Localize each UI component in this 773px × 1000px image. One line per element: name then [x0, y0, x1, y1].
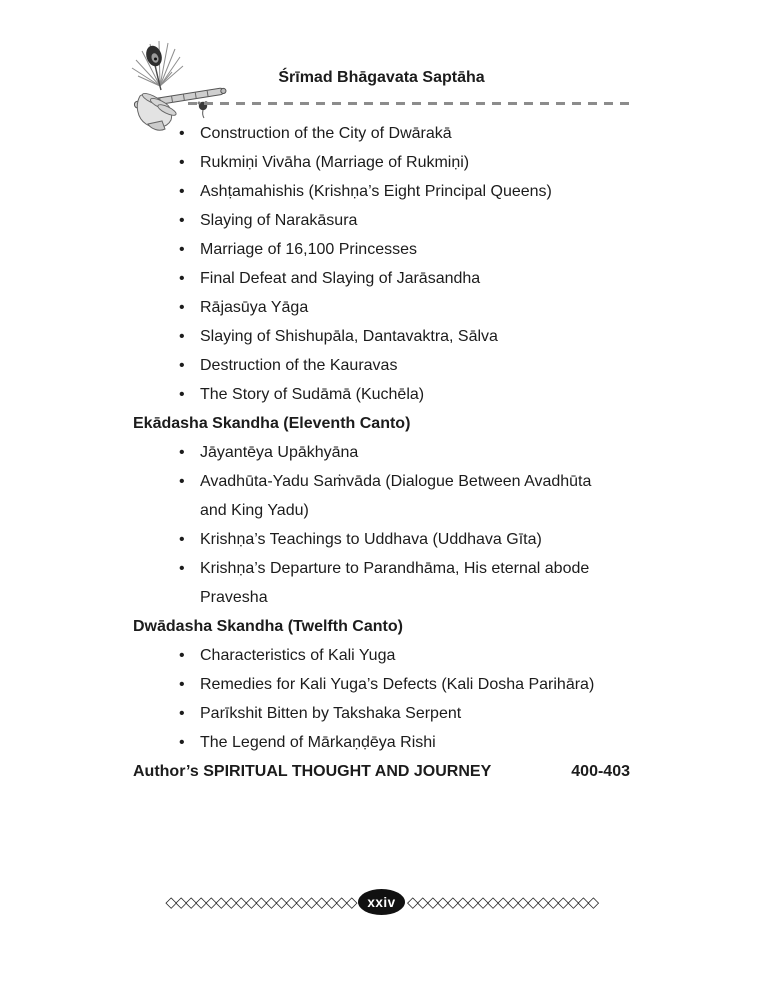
toc-item: • The Legend of Mārkaṇḍēya Rishi — [133, 728, 630, 757]
toc-item: • Jāyantēya Upākhyāna — [133, 438, 630, 467]
final-entry-pages: 400-403 — [571, 763, 630, 780]
toc-item: • Characteristics of Kali Yuga — [133, 641, 630, 670]
footer-ornament-right: ◇◇◇◇◇◇◇◇◇◇◇◇◇◇◇◇◇◇◇ — [407, 892, 598, 911]
footer-ornament-left: ◇◇◇◇◇◇◇◇◇◇◇◇◇◇◇◇◇◇◇ — [165, 892, 356, 911]
toc-item: • Parīkshit Bitten by Takshaka Serpent — [133, 699, 630, 728]
header-divider — [188, 102, 630, 105]
toc-item: • Slaying of Narakāsura — [133, 206, 630, 235]
final-entry-title: Author’s SPIRITUAL THOUGHT AND JOURNEY — [133, 763, 492, 780]
toc-final-entry — [133, 757, 630, 786]
toc-item: • Rājasūya Yāga — [133, 293, 630, 322]
toc-item: • Construction of the City of Dwārakā — [133, 119, 630, 148]
toc-item: • Ashṭamahishis (Krishṇa’s Eight Principal Queens) — [133, 177, 630, 206]
toc-item: • Avadhūta-Yadu Saṁvāda (Dialogue Between Avadhūta and King Yadu) — [133, 467, 630, 525]
toc-item: • Rukmiṇi Vivāha (Marriage of Rukmiṇi) — [133, 148, 630, 177]
page-number: xxiv — [367, 894, 396, 910]
toc-item: • Slaying of Shishupāla, Dantavaktra, Sālva — [133, 322, 630, 351]
toc-item: • Remedies for Kali Yuga’s Defects (Kali Dosha Parihāra) — [133, 670, 630, 699]
toc-list-eleventh-canto — [133, 438, 630, 612]
page-footer — [133, 888, 630, 916]
page-header-title: Śrīmad Bhāgavata Saptāha — [278, 69, 485, 86]
section-heading-twelfth-canto: Dwādasha Skandha (Twelfth Canto) — [133, 618, 403, 635]
page-number-badge — [358, 889, 405, 915]
toc-list-twelfth-canto — [133, 641, 630, 757]
toc-item: • Krishṇa’s Teachings to Uddhava (Uddhava Gīta) — [133, 525, 630, 554]
toc-list-continued — [133, 119, 630, 409]
toc-item: • Destruction of the Kauravas — [133, 351, 630, 380]
toc-content — [133, 119, 630, 786]
toc-item: • Final Defeat and Slaying of Jarāsandha — [133, 264, 630, 293]
toc-item: • Krishṇa’s Departure to Parandhāma, His eternal abode Pravesha — [133, 554, 630, 612]
section-heading-eleventh-canto: Ekādasha Skandha (Eleventh Canto) — [133, 415, 411, 432]
toc-item: • Marriage of 16,100 Princesses — [133, 235, 630, 264]
toc-item: • The Story of Sudāmā (Kuchēla) — [133, 380, 630, 409]
